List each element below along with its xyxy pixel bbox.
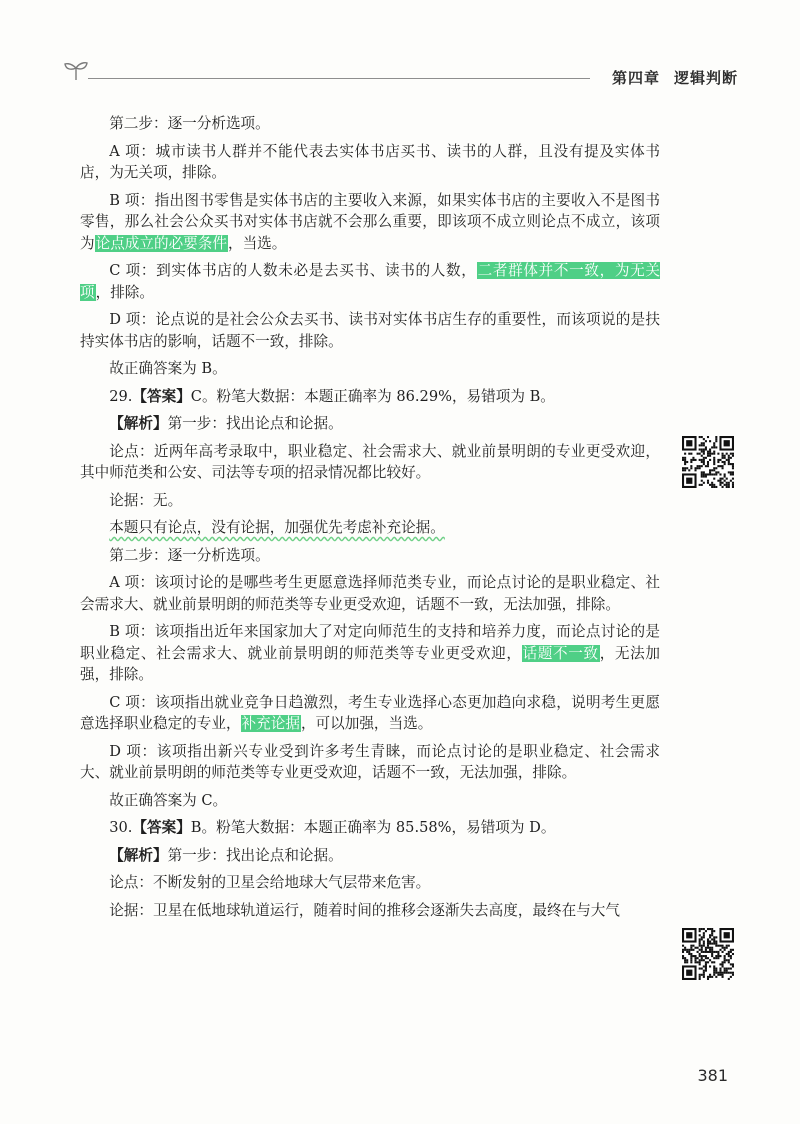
option-a-analysis: A 项：该项讨论的是哪些考生更愿意选择师范类专业，而论点讨论的是职业稳定、社会需求大、就业前景明朗的师范类等专业更受欢迎，话题不一致，无法加强，排除。 bbox=[80, 574, 660, 613]
step-two-heading: 第二步：逐一分析选项。 bbox=[109, 115, 270, 132]
chapter-number: 第四章 bbox=[611, 69, 660, 87]
option-a-analysis: A 项：城市读书人群并不能代表去实体书店买书、读书的人群，且没有提及实体书店，为无关项，排除。 bbox=[80, 142, 660, 181]
argument-claim: 论点：不断发射的卫星会给地球大气层带来危害。 bbox=[109, 874, 431, 891]
page-header bbox=[62, 56, 738, 96]
argument-evidence: 论据：卫星在低地球轨道运行，随着时间的推移会逐渐失去高度，最终在与大气 bbox=[109, 901, 620, 919]
option-b-analysis: B 项：指出图书零售是实体书店的主要收入来源，如果实体书店的主要收入不是图书零售，那么社会公众买书对实体书店就不会那么重要，即该项不成立则论点不成立，该项为论点成立的必要条件，当选。 bbox=[80, 191, 660, 252]
option-d-analysis: D 项：该项指出新兴专业受到许多考生青睐，而论点讨论的是职业稳定、社会需求大、就业前景明朗的师范类等专业更受欢迎，话题不一致，无法加强，排除。 bbox=[80, 742, 660, 781]
leaf-sprout-icon bbox=[62, 58, 90, 82]
option-b-analysis: B 项：该项指出近年来国家加大了对定向师范生的支持和培养力度，而论点讨论的是职业稳定、社会需求大、就业前景明朗的师范类等专业更受欢迎，话题不一致，无法加强，排除。 bbox=[80, 623, 660, 683]
qr-code-icon[interactable] bbox=[682, 928, 734, 980]
answer-conclusion: 故正确答案为 C。 bbox=[109, 791, 228, 809]
question-29-analysis: 【解析】第一步：找出论点和论据。 bbox=[109, 415, 343, 432]
question-29-answer: 29.【答案】C。粉笔大数据：本题正确率为 86.29%，易错项为 B。 bbox=[109, 387, 555, 405]
wavy-underlined-text: 本题只有论点，没有论据，加强优先考虑补充论据。 bbox=[109, 519, 445, 536]
chapter-title bbox=[612, 67, 738, 88]
analysis-tag: 【解析】 bbox=[109, 846, 168, 864]
highlight-topic-mismatch: 话题不一致 bbox=[522, 644, 599, 662]
option-c-analysis: C 项：该项指出就业竞争日趋激烈，考生专业选择心态更加趋向求稳，说明考生更愿意选择职业稳定的专业，补充论据，可以加强，当选。 bbox=[80, 693, 660, 732]
question-30-answer: 30.【答案】B。粉笔大数据：本题正确率为 85.58%，易错项为 D。 bbox=[109, 819, 556, 836]
highlight-necessary-condition: 论点成立的必要条件 bbox=[95, 234, 227, 252]
header-rule bbox=[88, 78, 590, 79]
argument-claim: 论点：近两年高考录取中，职业稳定、社会需求大、就业前景明朗的专业更受欢迎，其中师范类和公安、司法等专项的招录情况都比较好。 bbox=[80, 442, 660, 481]
option-d-analysis: D 项：论点说的是社会公众去买书、读书对实体书店生存的重要性，而该项说的是扶持实体书店的影响，话题不一致，排除。 bbox=[80, 311, 660, 350]
highlight-supplement-evidence: 补充论据 bbox=[241, 715, 300, 732]
chapter-name: 逻辑判断 bbox=[673, 69, 738, 87]
answer-tag: 【答案】 bbox=[132, 819, 191, 836]
page-body bbox=[80, 113, 660, 927]
argument-evidence: 论据：无。 bbox=[109, 491, 183, 509]
highlight-irrelevant: 二者群体并不一致，为无关项 bbox=[80, 262, 660, 301]
page-number: 381 bbox=[697, 1066, 728, 1085]
answer-conclusion: 故正确答案为 B。 bbox=[109, 360, 227, 377]
option-c-analysis: C 项：到实体书店的人数未必是去买书、读书的人数，二者群体并不一致，为无关项，排除。 bbox=[80, 262, 660, 301]
step-two-heading: 第二步：逐一分析选项。 bbox=[109, 546, 270, 564]
qr-code-icon[interactable] bbox=[682, 436, 734, 488]
question-30-analysis: 【解析】第一步：找出论点和论据。 bbox=[109, 846, 343, 864]
analysis-tag: 【解析】 bbox=[109, 415, 168, 432]
answer-tag: 【答案】 bbox=[132, 387, 191, 405]
strategy-note bbox=[80, 517, 660, 539]
